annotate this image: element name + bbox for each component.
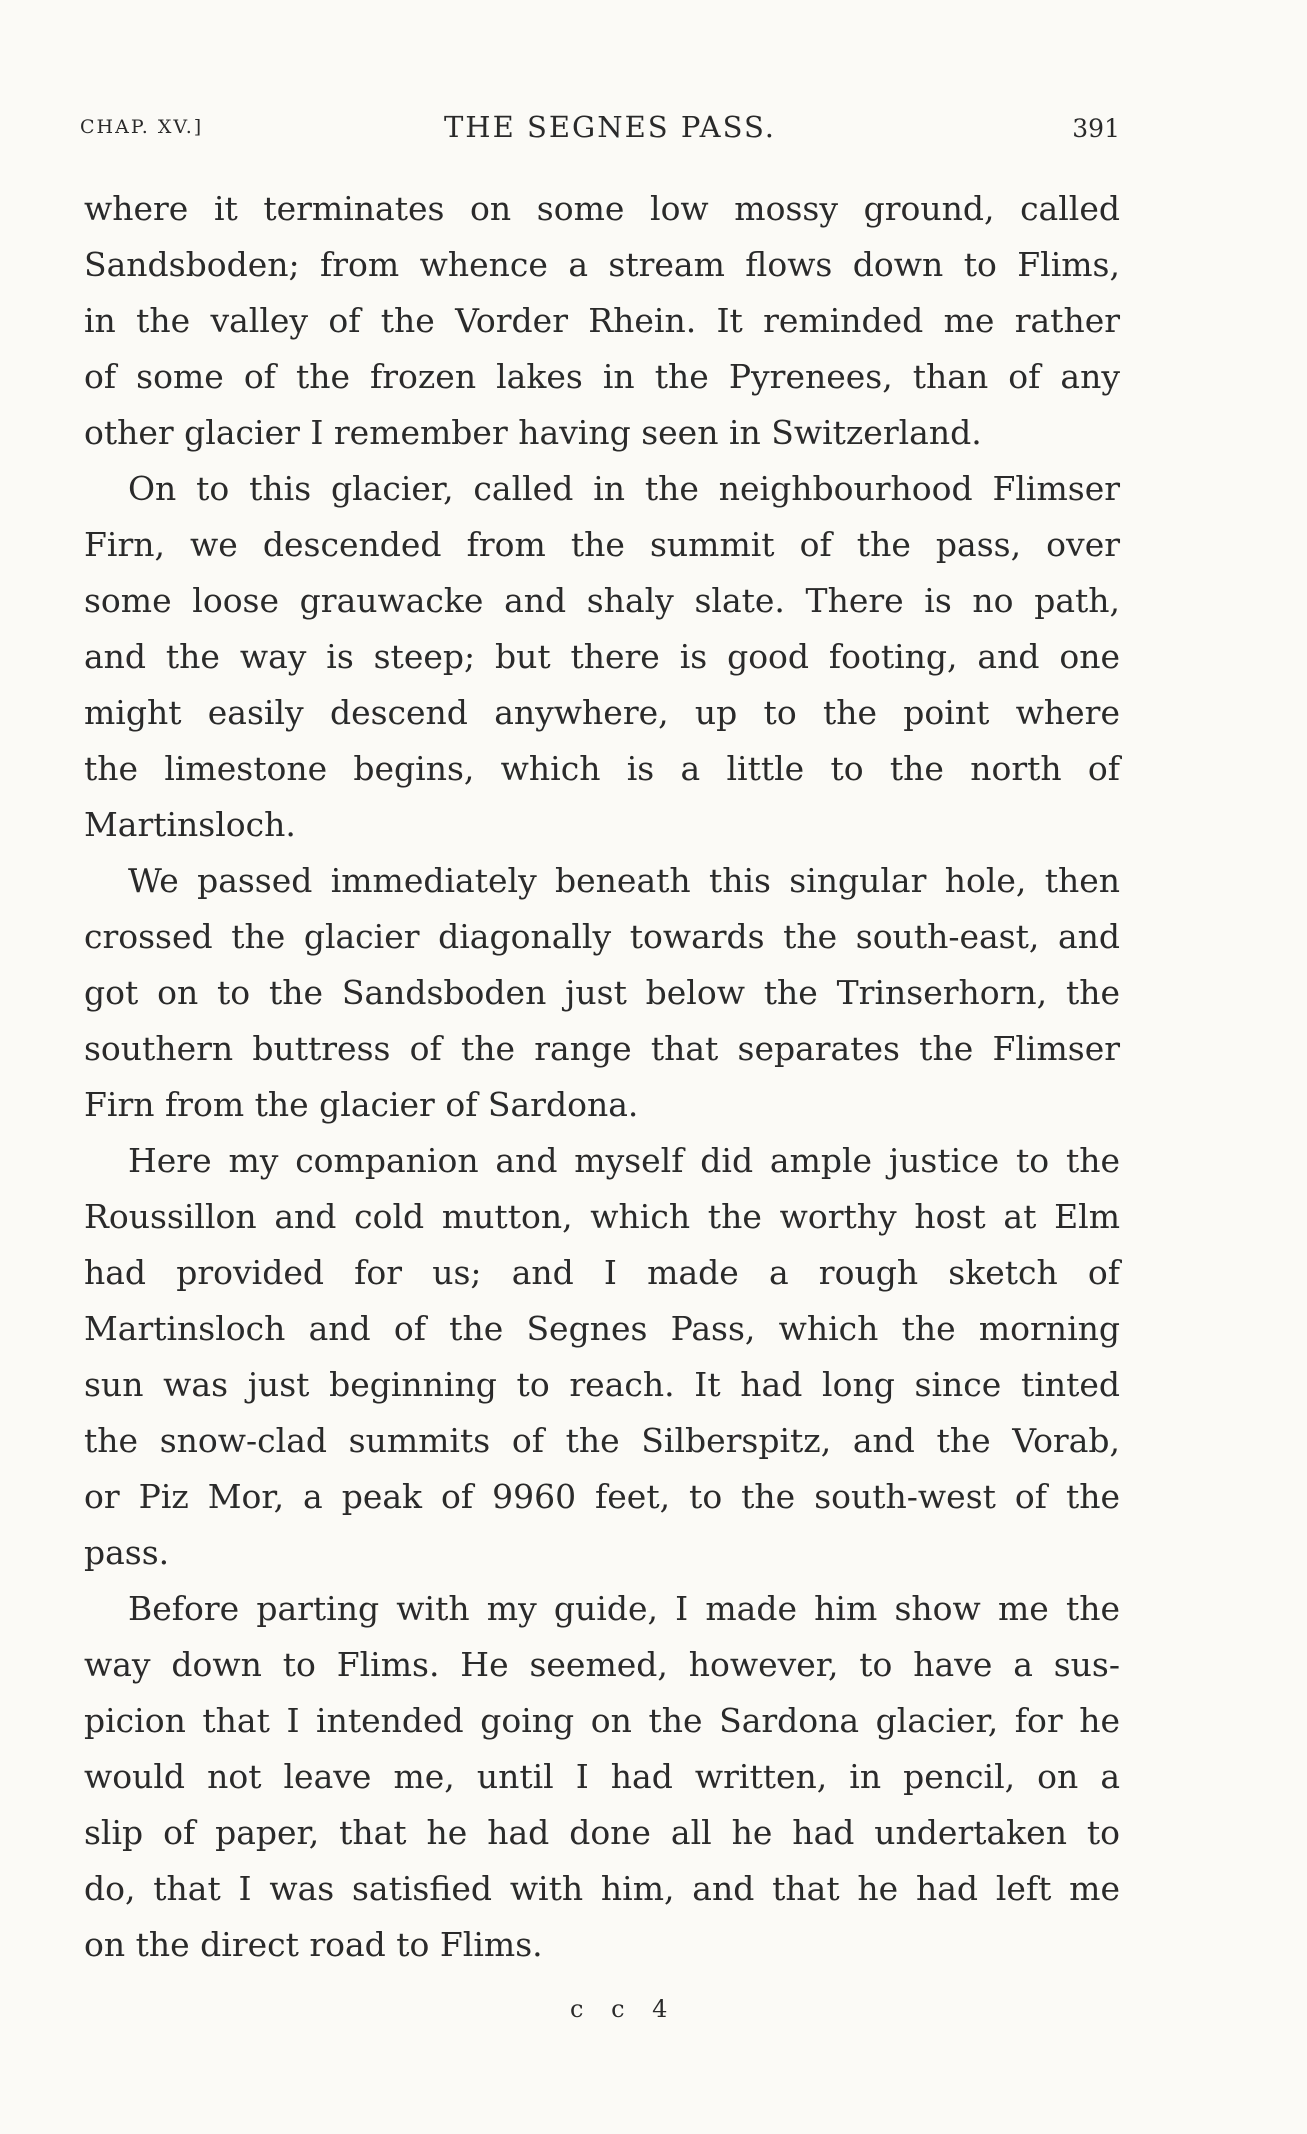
text-line: got on to the Sandsboden just below the Trinserhorn, the — [84, 973, 1120, 1012]
text-line: had provided for us; and I made a rough sketch of — [84, 1253, 1120, 1292]
text-line: pass. — [84, 1533, 170, 1572]
text-line: Sandsboden; from whence a stream flows down to Flims, — [84, 245, 1120, 284]
text-line: Here my companion and myself did ample justice to the — [128, 1141, 1120, 1180]
page-number: 391 — [1072, 114, 1120, 143]
text-line: might easily descend anywhere, up to the point where — [84, 693, 1120, 732]
running-header — [80, 110, 1120, 150]
text-line: picion that I intended going on the Sardona glacier, for he — [84, 1701, 1120, 1740]
text-line: way down to Flims. He seemed, however, to have a sus- — [84, 1645, 1120, 1684]
text-line: where it terminates on some low mossy ground, called — [84, 189, 1120, 228]
text-line: on the direct road to Flims. — [84, 1925, 543, 1964]
text-line: or Piz Mor, a peak of 9960 feet, to the south-west of the — [84, 1477, 1120, 1516]
text-line: in the valley of the Vorder Rhein. It reminded me rather — [84, 301, 1120, 340]
text-line: do, that I was satisfied with him, and that he had left me — [84, 1869, 1120, 1908]
text-line: Before parting with my guide, I made him show me the — [128, 1589, 1120, 1628]
text-line: crossed the glacier diagonally towards the south-east, and — [84, 917, 1120, 956]
text-line: On to this glacier, called in the neighbourhood Flimser — [128, 469, 1120, 508]
text-line: Roussillon and cold mutton, which the worthy host at Elm — [84, 1197, 1120, 1236]
text-line: slip of paper, that he had done all he had undertaken to — [84, 1813, 1120, 1852]
text-line: other glacier I remember having seen in Switzerland. — [84, 413, 982, 452]
body-text — [84, 181, 1120, 1973]
text-line: sun was just beginning to reach. It had long since tinted — [84, 1365, 1120, 1404]
text-line: Firn, we descended from the summit of the pass, over — [84, 525, 1120, 564]
text-line: southern buttress of the range that separates the Flimser — [84, 1029, 1120, 1068]
text-line: Martinsloch. — [84, 805, 296, 844]
text-line: We passed immediately beneath this singular hole, then — [128, 861, 1120, 900]
text-line: the snow-clad summits of the Silberspitz, and the Vorab, — [84, 1421, 1120, 1460]
text-line: would not leave me, until I had written, in pencil, on a — [84, 1757, 1120, 1796]
text-line: and the way is steep; but there is good footing, and one — [84, 637, 1120, 676]
running-title: THE SEGNES PASS. — [443, 110, 777, 144]
text-line: Martinsloch and of the Segnes Pass, which the morning — [84, 1309, 1120, 1348]
text-line: Firn from the glacier of Sardona. — [84, 1085, 639, 1124]
text-line: some loose grauwacke and shaly slate. There is no path, — [84, 581, 1120, 620]
signature-mark: c c 4 — [570, 1995, 678, 2023]
text-line: of some of the frozen lakes in the Pyrenees, than of any — [84, 357, 1120, 396]
chapter-label: CHAP. XV.] — [80, 116, 204, 138]
text-line: the limestone begins, which is a little to the north of — [84, 749, 1120, 788]
